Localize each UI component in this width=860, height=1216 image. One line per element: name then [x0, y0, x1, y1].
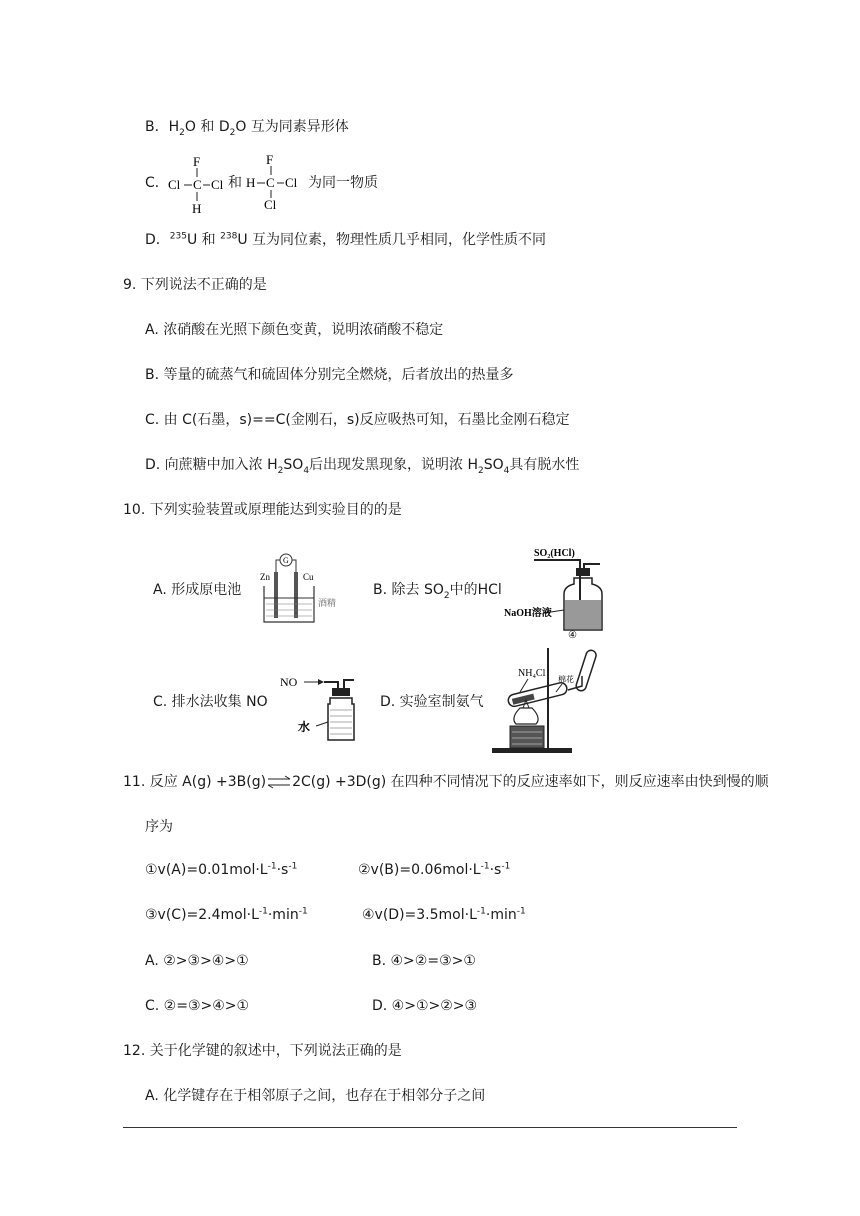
- atom-cl: Cl: [168, 177, 181, 192]
- gas-washing-bottle-figure: [504, 544, 614, 640]
- q10-option-a: A. 形成原电池: [153, 582, 242, 598]
- q11-option-b: B. ④>②=③>①: [372, 953, 476, 969]
- q9-option-b: B. 等量的硫蒸气和硫固体分别完全燃烧，后者放出的热量多: [145, 367, 514, 383]
- q9-option-c: C. 由 C(石墨，s)==C(金刚石，s)反应吸热可知，石墨比金刚石稳定: [145, 412, 570, 428]
- q11-option-d: D. ④>①>②>③: [372, 998, 478, 1014]
- figure-number: ④: [568, 630, 577, 640]
- q8-option-d: D．$^{235}$U 和 $^{238}$U 互为同位素，物理性质几乎相同，化学性质不同: [145, 231, 547, 248]
- q10-option-b: B. 除去 $SO_2$中的HCl: [373, 582, 502, 601]
- atom-cl: Cl: [264, 197, 277, 212]
- atom-h: H: [192, 201, 202, 216]
- equilibrium-arrow-icon: [266, 775, 292, 789]
- gas-label: SO₂(HCl): [534, 548, 575, 559]
- atom-f: F: [193, 154, 201, 169]
- q8-option-b: B．$H_2O$ 和 $D_2O$ 互为同素异形体: [145, 119, 349, 138]
- q9-option-a: A. 浓硝酸在光照下颜色变黄，说明浓硝酸不稳定: [145, 322, 444, 338]
- q9-stem: 9. 下列说法不正确的是: [123, 277, 267, 293]
- no-gas-label: NO: [280, 675, 298, 689]
- galvanometer-label: G: [283, 556, 289, 565]
- atom-c: C: [193, 177, 202, 192]
- water-collection-figure: [278, 668, 358, 744]
- galvanic-cell-figure: [256, 550, 352, 628]
- q8-option-c-label: C．: [145, 175, 169, 191]
- q8-option-c-tail: 为同一物质: [308, 175, 378, 191]
- q11-rate-1: $①v(A)=0.01mol\cdot L^{-1}\cdot s^{-1}$: [145, 861, 298, 878]
- q10-option-d: D. 实验室制氨气: [380, 694, 484, 710]
- nh4cl-label: NH₄Cl: [518, 668, 546, 679]
- q11-rate-4: $④v(D)=3.5mol\cdot L^{-1}\cdot\min^{-1}$: [362, 906, 526, 923]
- q8-option-c-and: 和: [228, 175, 242, 191]
- q11-option-a: A. ②>③>④>①: [145, 953, 249, 969]
- atom-cl: Cl: [285, 175, 298, 190]
- q11-rate-2: $②v(B)=0.06mol\cdot L^{-1}\cdot s^{-1}$: [358, 861, 511, 878]
- atom-c: C: [266, 175, 275, 190]
- zn-electrode-label: Zn: [260, 572, 270, 582]
- ammonia-preparation-figure: [490, 648, 602, 754]
- q11-rate-3: $③v(C)=2.4mol\cdot L^{-1}\cdot\min^{-1}$: [145, 906, 308, 923]
- structural-formula-1: [164, 152, 234, 218]
- atom-h: H: [246, 175, 256, 190]
- q12-stem: 12. 关于化学键的叙述中，下列说法正确的是: [123, 1043, 402, 1059]
- q11-stem-cont: 序为: [145, 819, 173, 835]
- q10-option-c: C. 排水法收集 NO: [153, 694, 268, 710]
- cotton-label: 棉花: [558, 675, 574, 684]
- q11-stem: 11. 反应 A(g) +3B(g) 2C(g) +3D(g) 在四种不同情况下的反应速率如下，则反应速率由快到慢的顺: [123, 774, 769, 790]
- atom-f: F: [266, 152, 274, 167]
- q10-stem: 10. 下列实验装置或原理能达到实验目的的是: [123, 502, 402, 518]
- ethanol-label: 酒精: [318, 598, 337, 608]
- page-footer-rule: [123, 1127, 737, 1128]
- q12-option-a: A. 化学键存在于相邻原子之间，也存在于相邻分子之间: [145, 1088, 486, 1104]
- atom-cl: Cl: [211, 177, 224, 192]
- cu-electrode-label: Cu: [303, 572, 314, 582]
- water-label: 水: [298, 720, 311, 734]
- naoh-solution-label: NaOH溶液: [504, 608, 552, 619]
- structural-formula-2: [244, 150, 306, 212]
- q9-option-d: D. 向蔗糖中加入浓 $H_2SO_4$后出现发黑现象，说明浓 $H_2SO_4$具有脱水性: [145, 457, 580, 476]
- q11-option-c: C. ②=③>④>①: [145, 998, 250, 1014]
